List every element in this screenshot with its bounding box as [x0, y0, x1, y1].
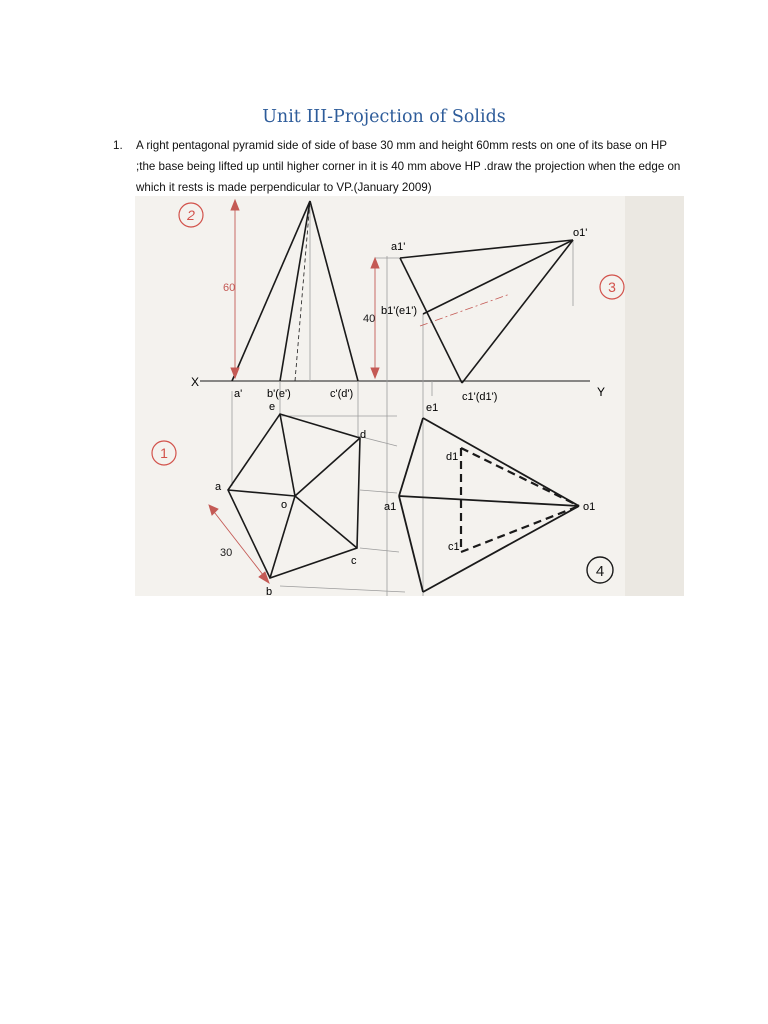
- question-number: 1.: [113, 139, 123, 152]
- label-e1: e1: [426, 402, 439, 414]
- dimension-lift-label: 40: [363, 313, 376, 325]
- label-c: c: [351, 555, 357, 567]
- step-number-2: 2: [187, 207, 195, 223]
- dimension-side-label: 30: [220, 547, 233, 559]
- label-a: a: [215, 481, 222, 493]
- dimension-height-label: 60: [223, 282, 236, 294]
- label-c-prime-d-prime: c'(d'): [330, 388, 354, 400]
- projection-figure: [135, 196, 684, 596]
- label-e: e: [269, 401, 276, 413]
- label-b-prime-e-prime: b'(e'): [267, 388, 291, 400]
- label-d1: d1: [446, 451, 459, 463]
- label-b1-prime-e1-prime: b1'(e1'): [381, 305, 417, 317]
- label-a1: a1: [384, 501, 397, 513]
- label-b: b: [266, 586, 273, 596]
- question-text: A right pentagonal pyramid side of side of base 30 mm and height 60mm rests on one of its base on HP ;the base being lifted up until higher corner in it is 40 mm above HP .draw the projection when the edge on which it rests is made perpendicular to VP.(January 2009): [136, 139, 681, 194]
- label-o: o: [281, 499, 288, 511]
- figure-edge-shade: [625, 196, 684, 596]
- axis-label-x: X: [191, 375, 200, 389]
- label-o1: o1: [583, 501, 596, 513]
- step-number-4: 4: [595, 563, 605, 580]
- label-a-prime: a': [234, 388, 243, 400]
- label-a1-prime: a1': [391, 241, 406, 253]
- question-block: [113, 135, 683, 198]
- step-number-3: 3: [608, 279, 616, 295]
- page-title: Unit III-Projection of Solids: [262, 107, 506, 127]
- label-o1-prime: o1': [573, 227, 588, 239]
- axis-label-y: Y: [597, 385, 606, 399]
- label-c1-prime-d1-prime: c1'(d1'): [462, 391, 498, 403]
- label-c1: c1: [448, 541, 460, 553]
- label-d: d: [360, 429, 367, 441]
- step-number-1: 1: [160, 445, 168, 461]
